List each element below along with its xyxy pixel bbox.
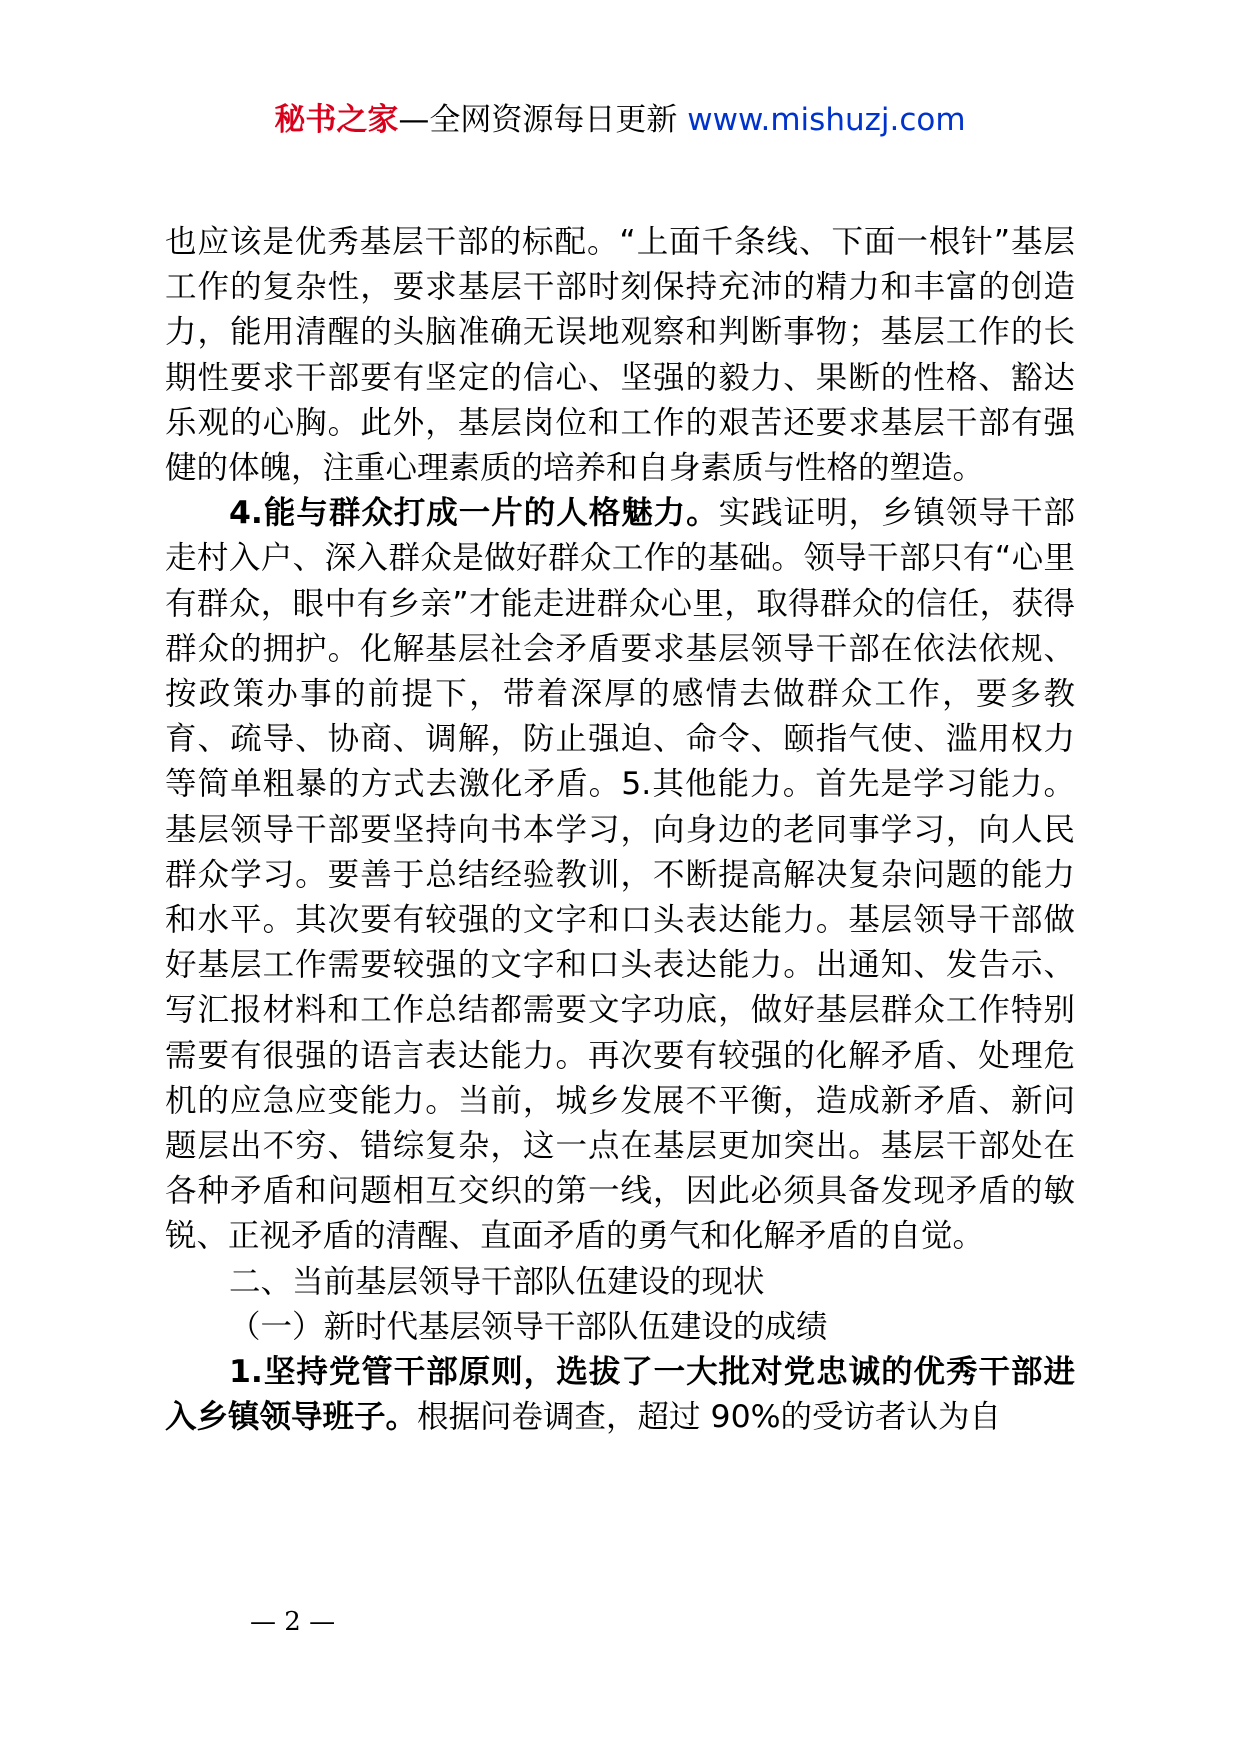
page-header bbox=[0, 100, 1240, 140]
page-number: — 2 — bbox=[250, 1607, 336, 1637]
section-heading: 1.坚持党管干部原则，选拔了一大批对党忠诚的优秀干部进入乡镇领导班子。 bbox=[165, 1354, 1075, 1436]
header-site-link[interactable]: www.mishuzj.com bbox=[687, 102, 966, 138]
paragraph-text: 实践证明，乡镇领导干部走村入户、深入群众是做好群众工作的基础。领导干部只有“心里有群众，眼中有乡亲”才能走进群众心里，取得群众的信任，获得群众的拥护。化解基层社会矛盾要求基层领导干部在依法依规、按政策办事的前提下，带着深厚的感情去做群众工作，要多教育、疏导、协商、调解，防止强迫、命令、颐指气使、滥用权力等简单粗暴的方式去激化矛盾。5.其他能力。首先是学习能力。基层领导干部要坚持向书本学习，向身边的老同事学习，向人民群众学习。要善于总结经验教训，不断提高解决复杂问题的能力和水平。其次要有较强的文字和口头表达能力。基层领导干部做好基层工作需要较强的文字和口头表达能力。出通知、发告示、写汇报材料和工作总结都需要文字功底，做好基层群众工作特别需要有很强的语言表达能力。再次要有较强的化解矛盾、处理危机的应急应变能力。当前，城乡发展不平衡，造成新矛盾、新问题层出不穷、错综复杂，这一点在基层更加突出。基层干部处在各种矛盾和问题相互交织的第一线，因此必须具备发现矛盾的敏锐、正视矛盾的清醒、直面矛盾的勇气和化解矛盾的自觉。 bbox=[165, 495, 1075, 1255]
paragraph bbox=[165, 491, 1075, 1259]
section-heading-3: （一）新时代基层领导干部队伍建设的成绩 bbox=[229, 1308, 828, 1345]
paragraph: 也应该是优秀基层干部的标配。“上面千条线、下面一根针”基层工作的复杂性，要求基层干部时刻保持充沛的精力和丰富的创造力，能用清醒的头脑准确无误地观察和判断事物；基层工作的长期性要求干部要有坚定的信心、坚强的毅力、果断的性格、豁达乐观的心胸。此外，基层岗位和工作的艰苦还要求基层干部有强健的体魄，注重心理素质的培养和自身素质与性格的塑造。 bbox=[165, 224, 1075, 487]
section-heading: 4.能与群众打成一片的人格魅力。 bbox=[229, 495, 719, 532]
header-brand: 秘书之家 bbox=[274, 102, 399, 138]
document-body bbox=[165, 220, 1075, 1440]
paragraph bbox=[165, 1350, 1075, 1440]
section-heading-2: 二、当前基层领导干部队伍建设的现状 bbox=[229, 1263, 765, 1300]
header-tagline: —全网资源每日更新 bbox=[398, 102, 678, 138]
paragraph-text: 根据问卷调查，超过 90%的受访者认为自 bbox=[417, 1399, 1002, 1436]
